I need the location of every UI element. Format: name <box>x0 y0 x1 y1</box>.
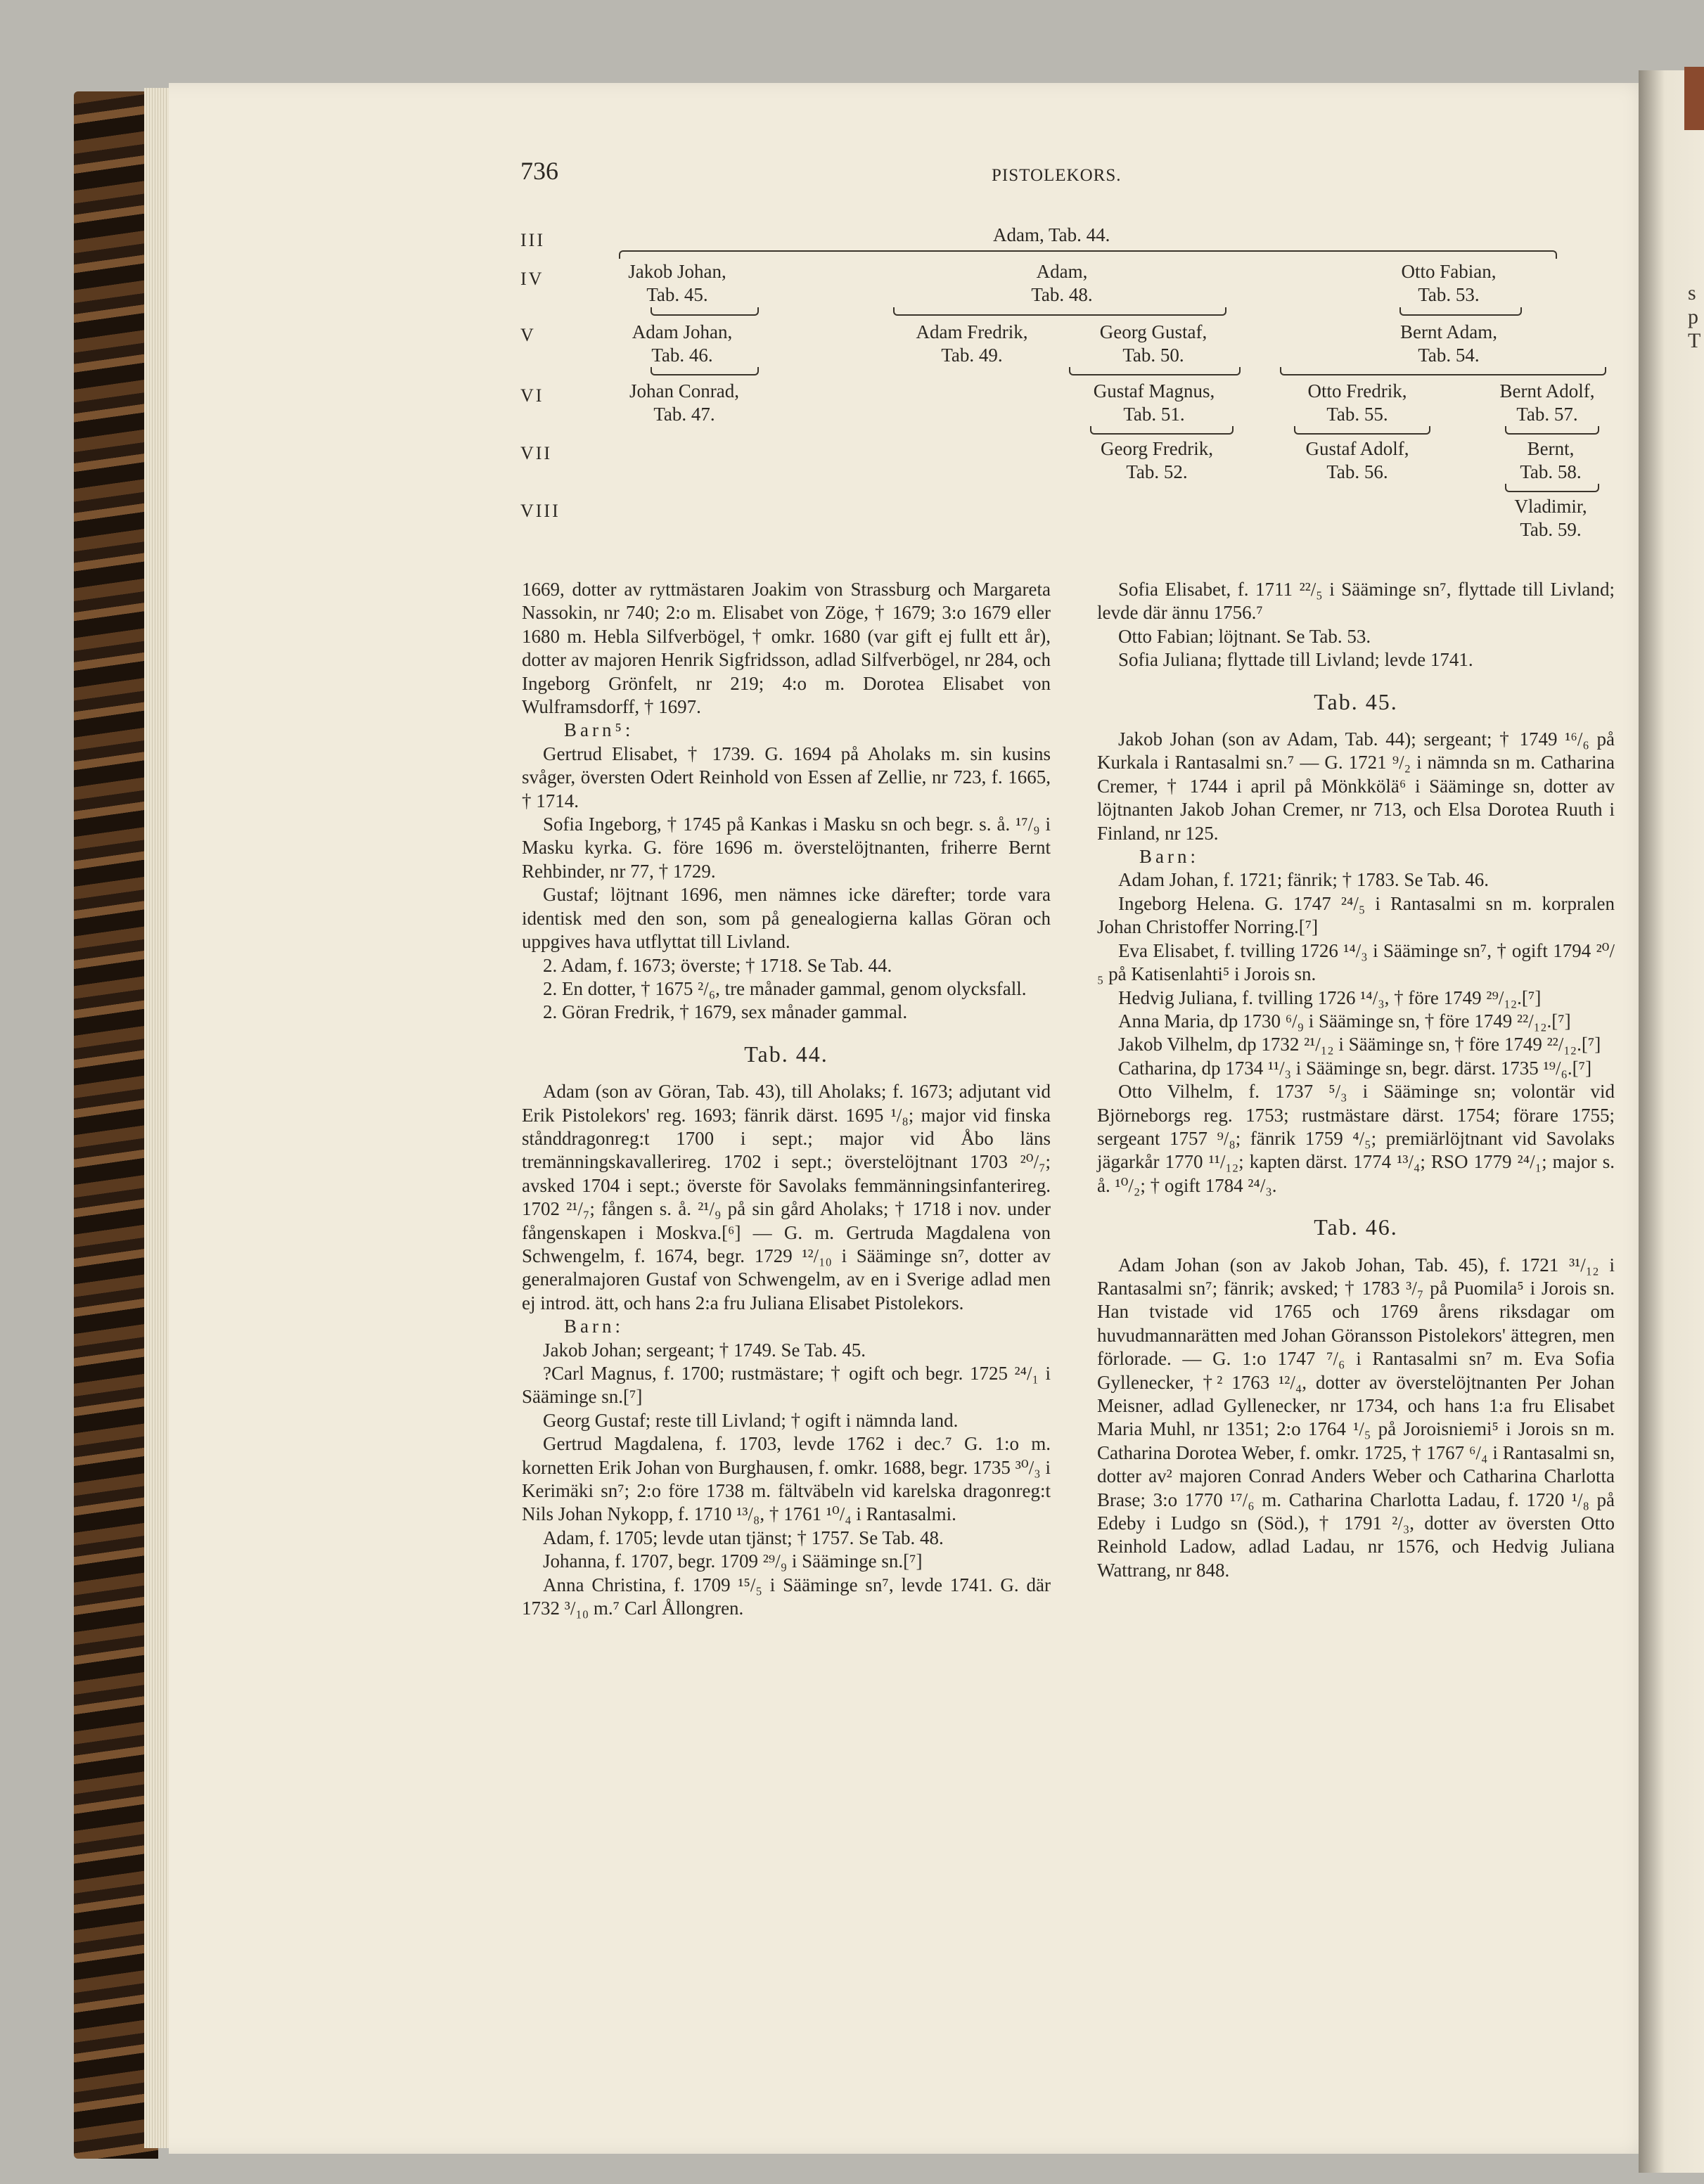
generation-label: VIII <box>520 501 560 521</box>
tree-node: Bernt Adolf, Tab. 57. <box>1499 380 1595 425</box>
tree-node: Vladimir, Tab. 59. <box>1514 496 1587 540</box>
tree-node: Georg Gustaf, Tab. 50. <box>1099 321 1207 366</box>
right-column <box>1097 578 1615 1582</box>
child-entry: 2. Adam, f. 1673; överste; † 1718. Se Tab. 44. <box>543 954 892 976</box>
page-number: 736 <box>520 157 558 185</box>
generation-label: VII <box>520 443 553 463</box>
children-heading: Barn: <box>1139 846 1199 868</box>
tree-node: Johan Conrad, Tab. 47. <box>629 380 739 425</box>
child-entry: Jakob Johan; sergeant; † 1749. Se Tab. 45. <box>543 1339 866 1361</box>
page-edges <box>144 88 172 2148</box>
tree-brace <box>1505 426 1599 435</box>
paragraph: 1669, dotter av ryttmästaren Joakim von Strassburg och Margareta Nassokin, nr 740; 2:o m. Elisabet von Zöge, † 1679; 3:o 1679 eller 1680 m. Hebla Silfverbögel, † omkr. 1680 (var gift ej fullt ett år), dotter av majoren Henrik Sigfridsson, adlad Silfverbögel, nr 284, och Ingeborg Grönfelt, nr 219; 4:o m. Dorotea Elisabet von Wulframsdorff, † 1697. <box>522 579 1051 718</box>
next-page-gutter <box>1639 70 1704 2173</box>
child-entry: Adam Johan, f. 1721; fänrik; † 1783. Se Tab. 46. <box>1118 869 1490 891</box>
child-entry: Adam, f. 1705; levde utan tjänst; † 1757. Se Tab. 48. <box>543 1527 944 1548</box>
child-entry: Otto Vilhelm, f. 1737 ⁵/₃ i Sääminge sn; volontär vid Björneborgs reg. 1753; rustmästare därst. 1754; förare 1755; sergeant 1757 ⁹/₈; fänrik 1759 ⁴/₅; premiärlöjtnant vid Savolaks jägarkår 1770 ¹¹/₁₂; kapten därst. 1774 ¹³/₄; RSO 1779 ²⁴/₁; major s. å. ¹⁰/₂; † ogift 1784 ²⁴/₃. <box>1097 1081 1615 1196</box>
child-entry: Sofia Ingeborg, † 1745 på Kankas i Masku sn och begr. s. å. ¹⁷/₉ i Masku kyrka. G. före 1696 m. överstelöjtnanten, friherre Bernt Rehbinder, nr 77, † 1729. <box>522 814 1051 882</box>
generation-label: V <box>520 325 536 345</box>
running-title: PISTOLEKORS. <box>992 166 1122 185</box>
book-cover-right <box>1684 67 1704 130</box>
tree-node: Georg Fredrik, Tab. 52. <box>1101 438 1213 482</box>
child-entry: Sofia Juliana; flyttade till Livland; levde 1741. <box>1118 649 1473 671</box>
tree-node: Gustaf Adolf, Tab. 56. <box>1305 438 1409 482</box>
generation-label: VI <box>520 385 544 406</box>
tree-brace <box>893 307 1226 316</box>
child-entry: Eva Elisabet, f. tvilling 1726 ¹⁴/₃ i Sääminge sn⁷, † ogift 1794 ²⁰/₅ på Katisenlahti⁵ i Jorois sn. <box>1097 939 1615 985</box>
tree-node: Otto Fredrik, Tab. 55. <box>1307 380 1407 425</box>
tree-brace <box>1069 367 1241 375</box>
next-page-fragment: s p T <box>1688 281 1701 352</box>
tree-brace <box>1294 426 1430 435</box>
tree-node: Otto Fabian, Tab. 53. <box>1401 261 1497 305</box>
child-entry: Ingeborg Helena. G. 1747 ²⁴/₅ i Rantasalmi sn m. korpralen Johan Christoffer Norring.[⁷] <box>1097 892 1615 938</box>
tree-node: Bernt, Tab. 58. <box>1520 438 1582 482</box>
child-entry: Gustaf; löjtnant 1696, men nämnes icke därefter; torde vara identisk med den son, som på genealogierna kallas Göran och uppgives hava utflyttat till Livland. <box>522 884 1051 953</box>
tree-node: Bernt Adam, Tab. 54. <box>1400 321 1497 366</box>
child-entry: Georg Gustaf; reste till Livland; † ogift i nämnda land. <box>543 1409 959 1431</box>
tree-node: Adam Johan, Tab. 46. <box>632 321 733 366</box>
tree-node: Gustaf Magnus, Tab. 51. <box>1093 380 1215 425</box>
child-entry: 2. Göran Fredrik, † 1679, sex månader gammal. <box>543 1001 908 1023</box>
section-heading: Tab. 46. <box>1314 1214 1398 1240</box>
tree-brace <box>619 250 1557 259</box>
paragraph: Adam (son av Göran, Tab. 43), till Aholaks; f. 1673; adjutant vid Erik Pistolekors' reg. 1693; fänrik därst. 1695 ¹/₈; major vid finska stånddragonreg:t 1700 i sept.; major vid Åbo läns tremänningskavallerireg. 1702 i sept.; överstelöjtnant 1703 ²⁰/₇; avsked 1704 i sept.; överste för Savolaks femmänningsinfanterireg. 1702 ²¹/₇; fången s. å. ²¹/₉ på sin gård Aholaks; † 1718 i nov. under fångenskapen i Moskva.[⁶] — G. m. Gertruda Magdalena von Schwengelm, f. 1674, begr. 1729 ¹²/₁₀ i Sääminge sn⁷, dotter av generalmajoren Gustaf von Schwengelm, av en i Sverige adlad men ej introd. ätt, och hans 2:a fru Juliana Elisabet Pistolekors. <box>522 1081 1051 1313</box>
child-entry: Hedvig Juliana, f. tvilling 1726 ¹⁴/₃, † före 1749 ²⁹/₁₂.[⁷] <box>1118 987 1542 1008</box>
child-entry: Gertrud Elisabet, † 1739. G. 1694 på Aholaks m. sin kusins svåger, översten Odert Reinhold von Essen af Zellie, nr 723, f. 1665, † 1714. <box>522 743 1051 811</box>
section-heading: Tab. 45. <box>1314 688 1398 714</box>
children-heading: Barn: <box>564 1316 624 1337</box>
paragraph: Adam Johan (son av Jakob Johan, Tab. 45), f. 1721 ³¹/₁₂ i Rantasalmi sn⁷; fänrik; avsked; † 1783 ³/₇ på Puomila⁵ i Jorois sn. Han tvistade vid 1765 och 1769 årens riksdagar om huvudmannarätten med Johan Göransson Pistolekors' ättegren, men förlorade. — G. 1:o 1747 ⁷/₆ i Rantasalmi sn⁷ m. Eva Sofia Gyllenecker, †² 1763 ¹²/₄, dotter av överstelöjtnanten Per Johan Meisner, adlad Gyllenecker, nr 1734, och hans 1:a fru Elisabet Maria Muhl, nr 1351; 2:o 1764 ¹/₅ på Joroisniemi⁵ i Jorois sn m. Catharina Dorotea Weber, f. omkr. 1725, † 1767 ⁶/₄ i Rantasalmi sn, dotter av² majoren Conrad Anders Weber och Catharina Charlotta Brase; 3:o 1770 ¹⁷/₆ m. Catharina Charlotta Ladau, f. 1720 ¹/₈ på Edeby i Ludgo sn (Söd.), † 1791 ²/₃, dotter av översten Otto Reinhold Ladow, adlad Ladau, nr 1576, och Hedvig Juliana Wattrang, nr 848. <box>1097 1254 1615 1581</box>
child-entry: ?Carl Magnus, f. 1700; rustmästare; † ogift och begr. 1725 ²⁴/₁ i Sääminge sn.[⁷] <box>522 1363 1051 1408</box>
tree-brace <box>1090 426 1234 435</box>
child-entry: 2. En dotter, † 1675 ²/₆, tre månader gammal, genom olycksfall. <box>543 977 1027 999</box>
tree-brace <box>1505 484 1599 492</box>
generation-label: IV <box>520 269 544 289</box>
tree-brace <box>651 367 759 375</box>
children-heading: Barn⁵: <box>564 719 634 741</box>
child-entry: Sofia Elisabet, f. 1711 ²²/₅ i Sääminge sn⁷, flyttade till Livland; levde där ännu 1756.⁷ <box>1097 579 1615 624</box>
tree-node: Adam Fredrik, Tab. 49. <box>916 321 1028 366</box>
tree-brace <box>1280 367 1606 375</box>
tree-root: Adam, Tab. 44. <box>993 224 1110 245</box>
tree-node: Jakob Johan, Tab. 45. <box>628 261 726 305</box>
child-entry: Anna Maria, dp 1730 ⁶/₉ i Sääminge sn, † före 1749 ²²/₁₂.[⁷] <box>1118 1010 1571 1032</box>
child-entry: Anna Christina, f. 1709 ¹⁵/₅ i Sääminge sn⁷, levde 1741. G. där 1732 ³/₁₀ m.⁷ Carl Ållongren. <box>522 1574 1051 1619</box>
child-entry: Gertrud Magdalena, f. 1703, levde 1762 i dec.⁷ G. 1:o m. kornetten Erik Johan von Burghausen, f. omkr. 1688, begr. 1735 ³⁰/₃ i Kerimäki sn⁷; 2:o före 1738 m. fältväbeln vid karelska dragonreg:t Nils Johan Nykopp, f. 1710 ¹³/₈, † 1761 ¹⁰/₄ i Rantasalmi. <box>522 1433 1051 1525</box>
left-column <box>522 578 1051 1620</box>
paragraph: Jakob Johan (son av Adam, Tab. 44); sergeant; † 1749 ¹⁶/₆ på Kurkala i Rantasalmi sn.⁷ — G. 1721 ⁹/₂ i nämnda sn m. Catharina Cremer, † 1744 i april på Mönkkölä⁶ i Sääminge sn, dotter av löjtnanten Jakob Johan Cremer, nr 713, och Elsa Dorotea Ruuth i Finland, nr 125. <box>1097 728 1615 844</box>
section-heading: Tab. 44. <box>744 1041 828 1067</box>
tree-node: Adam, Tab. 48. <box>1031 261 1093 305</box>
child-entry: Catharina, dp 1734 ¹¹/₃ i Sääminge sn, begr. därst. 1735 ¹⁹/₆.[⁷] <box>1118 1057 1592 1079</box>
child-entry: Johanna, f. 1707, begr. 1709 ²⁹/₉ i Sääminge sn.[⁷] <box>543 1550 923 1572</box>
child-entry: Otto Fabian; löjtnant. Se Tab. 53. <box>1118 625 1371 647</box>
child-entry: Jakob Vilhelm, dp 1732 ²¹/₁₂ i Sääminge sn, † före 1749 ²²/₁₂.[⁷] <box>1118 1034 1601 1055</box>
tree-brace <box>651 307 759 316</box>
tree-brace <box>1399 307 1522 316</box>
generation-label: III <box>520 230 545 250</box>
